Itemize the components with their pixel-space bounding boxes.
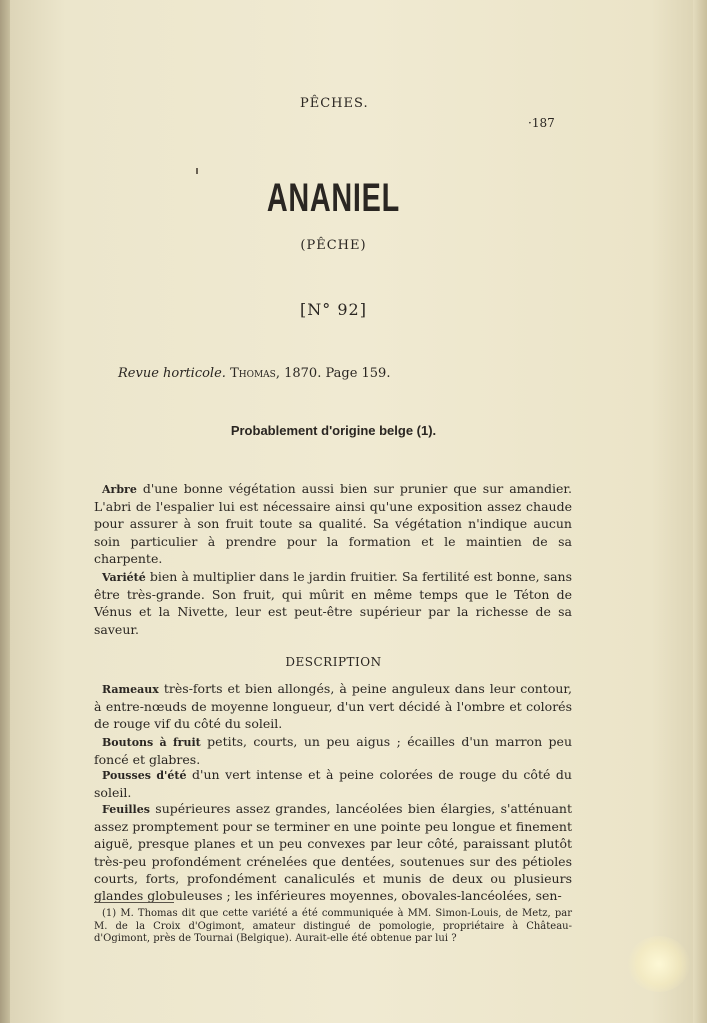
origin-line: Probablement d'origine belge (1). — [230, 423, 437, 438]
description-text: supérieures assez grandes, lancéolées bien élargies, s'atténuant assez promptement pour se terminer en une pointe peu longue et finement aiguë, presque planes et un peu convexes par leur côté, paraissant plutôt très-peu profondément crénelées que dentées, soutenues sur des pétioles courts, forts, profondément canaliculés et munis de deux ou plusieurs glandes globuleuses ; les inférieures moyennes, obovales-lancéolées, sen- — [94, 801, 572, 904]
description-text: petits, courts, un peu aigus ; écailles d'un marron peu foncé et glabres. — [94, 734, 573, 768]
paragraph-variete — [94, 568, 572, 638]
page-number: ·187 — [528, 116, 555, 130]
paragraph-lead: Arbre — [102, 483, 137, 496]
reference-source: Revue horticole. — [118, 366, 226, 381]
description-pousses — [94, 766, 572, 801]
description-lead: Rameaux — [102, 683, 159, 696]
running-head: PÊCHES. — [300, 96, 369, 111]
book-page — [10, 0, 707, 1023]
description-feuilles — [94, 800, 572, 904]
description-rameaux — [94, 680, 572, 733]
description-boutons — [94, 733, 572, 768]
paragraph-arbre — [94, 480, 572, 567]
description-text: très-forts et bien allongés, à peine anguleux dans leur contour, à entre-nœuds de moyenne longueur, d'un vert décidé à l'ombre et colorés de rouge vif du côté du soleil. — [94, 681, 572, 732]
footnote: (1) M. Thomas dit que cette variété a été communiquée à MM. Simon-Louis, de Metz, par M. de la Croix d'Ogimont, amateur distingué de pomologie, propriétaire à Château-d'Ogimont, près de Tournai (Belgique). Aurait-elle été obtenue par lui ? — [94, 908, 572, 944]
section-heading: DESCRIPTION — [285, 655, 382, 669]
page-edge — [693, 0, 707, 1023]
book-gutter — [0, 0, 10, 1023]
paragraph-text: d'une bonne végétation aussi bien sur prunier que sur amandier. L'abri de l'espalier lui est nécessaire ainsi qu'une exposition assez chaude pour assurer à son fruit toute sa qualité. Sa végétation n'indique aucun soin particulier à prendre pour la formation et le maintien de sa charpente. — [94, 481, 572, 566]
paragraph-lead: Variété — [102, 571, 146, 584]
entry-number: [N° 92] — [300, 300, 367, 319]
description-text: d'un vert intense et à peine colorées de rouge du côté du soleil. — [94, 767, 572, 801]
reference-author: Thomas — [230, 366, 276, 381]
ink-speck — [196, 168, 198, 174]
entry-subtitle: (PÊCHE) — [300, 238, 367, 253]
reference-line — [118, 366, 390, 381]
description-lead: Pousses d'été — [102, 769, 187, 782]
description-lead: Boutons à fruit — [102, 736, 201, 749]
footnote-rule — [94, 902, 174, 903]
paper-stain — [628, 936, 690, 992]
description-lead: Feuilles — [102, 803, 150, 816]
entry-title: ANANIEL — [266, 176, 400, 220]
paragraph-text: bien à multiplier dans le jardin fruitier. Sa fertilité est bonne, sans être très-grande. Son fruit, qui mûrit en même temps que le Téton de Vénus et la Nivette, leur est peut-être supérieur par la richesse de sa saveur. — [94, 569, 572, 637]
reference-details: , 1870. Page 159. — [275, 366, 391, 381]
